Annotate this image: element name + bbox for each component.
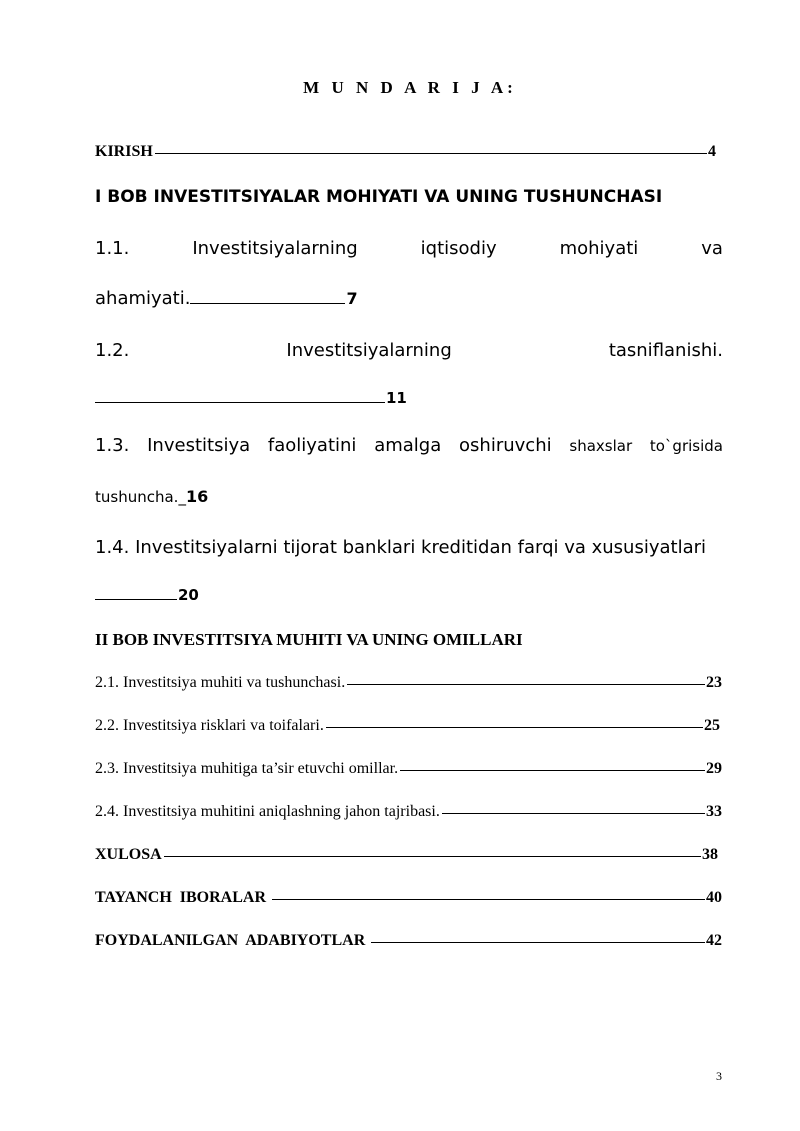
- toc-entry-label: TAYANCH IBORALAR: [95, 889, 270, 906]
- title-word: Investitsiya: [147, 435, 251, 456]
- toc-page-number: 7: [346, 289, 358, 308]
- toc-entry-tayanch-iboralar[interactable]: [95, 889, 722, 907]
- leader-line: [347, 684, 705, 685]
- toc-entry-label: 2.2. Investitsiya risklari va toifalari.: [95, 717, 324, 734]
- title-word: Investitsiyalarning: [192, 238, 358, 259]
- toc-entry-1-3-cont[interactable]: [95, 487, 208, 506]
- toc-entry-2-3[interactable]: [95, 760, 722, 778]
- toc-page-number: 38: [702, 846, 718, 863]
- toc-entry-1-2-cont[interactable]: [95, 388, 407, 407]
- title-word: to`grisida: [649, 437, 723, 455]
- title-word: ahamiyati.: [95, 288, 191, 309]
- leader-line: _: [178, 488, 186, 506]
- toc-page-number: 33: [706, 803, 722, 820]
- toc-entry-label: 2.3. Investitsiya muhitiga ta’sir etuvchi omillar.: [95, 760, 399, 777]
- leader-line: [95, 587, 177, 600]
- toc-entry-label: 2.4. Investitsiya muhitini aniqlashning jahon tajribasi.: [95, 803, 440, 820]
- toc-entry-foydalanilgan-adabiyotlar[interactable]: [95, 932, 722, 950]
- toc-entry-1-4[interactable]: 1.4. Investitsiyalarni tijorat banklari kreditidan farqi va xususiyatlari: [95, 537, 707, 558]
- title-word: va: [701, 238, 723, 259]
- toc-entry-2-2[interactable]: [95, 717, 720, 735]
- leader-line: [400, 770, 705, 771]
- toc-entry-2-1[interactable]: [95, 674, 722, 692]
- leader-line: [442, 813, 705, 814]
- title-word: shaxslar: [569, 437, 633, 455]
- toc-entry-2-4[interactable]: [95, 803, 722, 821]
- title-word: oshiruvchi: [459, 435, 552, 456]
- chapter-2-heading[interactable]: II BOB INVESTITSIYA MUHITI VA UNING OMILLARI: [95, 630, 523, 649]
- toc-entry-kirish[interactable]: [95, 143, 716, 161]
- toc-page-number: 42: [706, 932, 722, 949]
- toc-entry-label: XULOSA: [95, 846, 162, 863]
- toc-entry-1-3[interactable]: [95, 435, 723, 456]
- toc-page-number: 4: [708, 143, 716, 160]
- toc-entry-label: FOYDALANILGAN ADABIYOTLAR: [95, 932, 370, 949]
- leader-line: [272, 899, 705, 900]
- leader-line: [371, 942, 705, 943]
- toc-entry-1-2[interactable]: [95, 340, 723, 361]
- section-number: 1.1.: [95, 238, 130, 259]
- toc-page-number: 23: [706, 674, 722, 691]
- toc-page-number: 16: [185, 487, 209, 506]
- toc-page-number: 20: [178, 586, 199, 604]
- title-word: iqtisodiy: [420, 238, 497, 259]
- toc-entry-1-4-cont[interactable]: [95, 585, 199, 604]
- title-word: tushuncha.: [95, 488, 179, 506]
- leader-line: [326, 727, 703, 728]
- toc-entry-1-1-cont[interactable]: [95, 288, 358, 309]
- section-number: 1.2.: [95, 340, 130, 361]
- page-number: 3: [716, 1069, 722, 1083]
- toc-page-number: 40: [706, 889, 722, 906]
- toc-entry-xulosa[interactable]: [95, 846, 718, 864]
- toc-title: M U N D A R I J A:: [303, 78, 517, 97]
- leader-line: [164, 856, 701, 857]
- toc-entry-label: KIRISH: [95, 143, 153, 160]
- leader-line: [190, 291, 345, 304]
- title-word: Investitsiyalarning: [286, 340, 452, 361]
- toc-entry-label: 2.1. Investitsiya muhiti va tushunchasi.: [95, 674, 346, 691]
- title-word: mohiyati: [559, 238, 639, 259]
- toc-page-number: 25: [704, 717, 720, 734]
- toc-page-number: 11: [386, 389, 407, 407]
- section-number: 1.3.: [95, 435, 130, 456]
- toc-page-number: 29: [706, 760, 722, 777]
- leader-line: [95, 390, 385, 403]
- toc-entry-1-1[interactable]: [95, 238, 723, 259]
- title-word: tasniflanishi.: [608, 340, 723, 361]
- leader-line: [155, 153, 707, 154]
- title-word: faoliyatini: [267, 435, 357, 456]
- chapter-1-heading[interactable]: I BOB INVESTITSIYALAR MOHIYATI VA UNING TUSHUNCHASI: [95, 187, 663, 207]
- title-word: amalga: [374, 435, 442, 456]
